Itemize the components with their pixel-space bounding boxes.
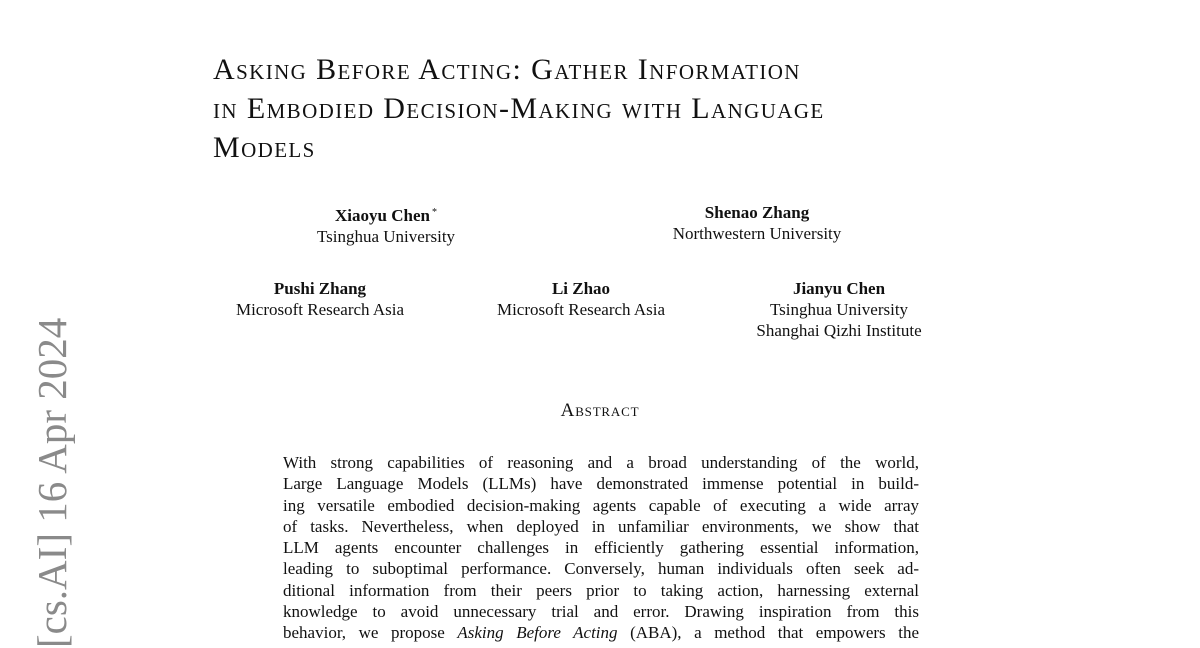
title-line: in Embodied Decision-Making with Language <box>213 92 825 125</box>
method-name: Asking Before Acting <box>457 623 618 643</box>
author-block <box>657 202 857 244</box>
abstract-line: of tasks. Nevertheless, when deployed in unfamiliar environments, we show that <box>283 516 919 536</box>
abstract-line: Large Language Models (LLMs) have demonstrated immense potential in build- <box>283 474 919 494</box>
author-name: Li Zhao <box>551 279 611 298</box>
author-block <box>481 278 681 320</box>
abstract-body <box>283 452 919 644</box>
author-footnote-mark: * <box>431 207 437 218</box>
abstract-line: leading to suboptimal performance. Conversely, human individuals often seek ad- <box>283 559 919 579</box>
author-affiliation: Northwestern University <box>672 224 842 243</box>
author-affiliation: Microsoft Research Asia <box>496 300 666 319</box>
author-affiliation: Microsoft Research Asia <box>235 300 405 319</box>
author-affiliation: Tsinghua University <box>769 300 909 319</box>
abstract-line: ing versatile embodied decision-making agents capable of executing a wide array <box>283 495 919 515</box>
author-affiliation: Tsinghua University <box>316 227 456 246</box>
title-line: Models <box>213 131 316 164</box>
author-name: Jianyu Chen <box>792 279 886 298</box>
author-name: Shenao Zhang <box>704 203 810 222</box>
abstract-line: LLM agents encounter challenges in efficiently gathering essential information, <box>283 538 919 558</box>
abstract-line: ditional information from their peers prior to taking action, harnessing external <box>283 580 919 600</box>
author-name: Xiaoyu Chen * <box>335 206 437 225</box>
author-block <box>306 202 466 247</box>
title-line: Asking Before Acting: Gather Information <box>213 53 801 86</box>
author-name: Pushi Zhang <box>273 279 367 298</box>
abstract-line: knowledge to avoid unnecessary trial and error. Drawing inspiration from this <box>283 602 919 622</box>
author-affiliation: Shanghai Qizhi Institute <box>756 321 922 340</box>
abstract-line: behavior, we propose Asking Before Acting (ABA), a method that empowers the <box>283 623 919 643</box>
author-block <box>220 278 420 320</box>
arxiv-stamp: [cs.AI] 16 Apr 2024 <box>29 317 75 648</box>
paper-title <box>213 50 993 167</box>
abstract-line: With strong capabilities of reasoning and a broad understanding of the world, <box>283 453 919 472</box>
abstract-heading: Abstract <box>560 400 640 421</box>
author-block <box>738 278 940 341</box>
